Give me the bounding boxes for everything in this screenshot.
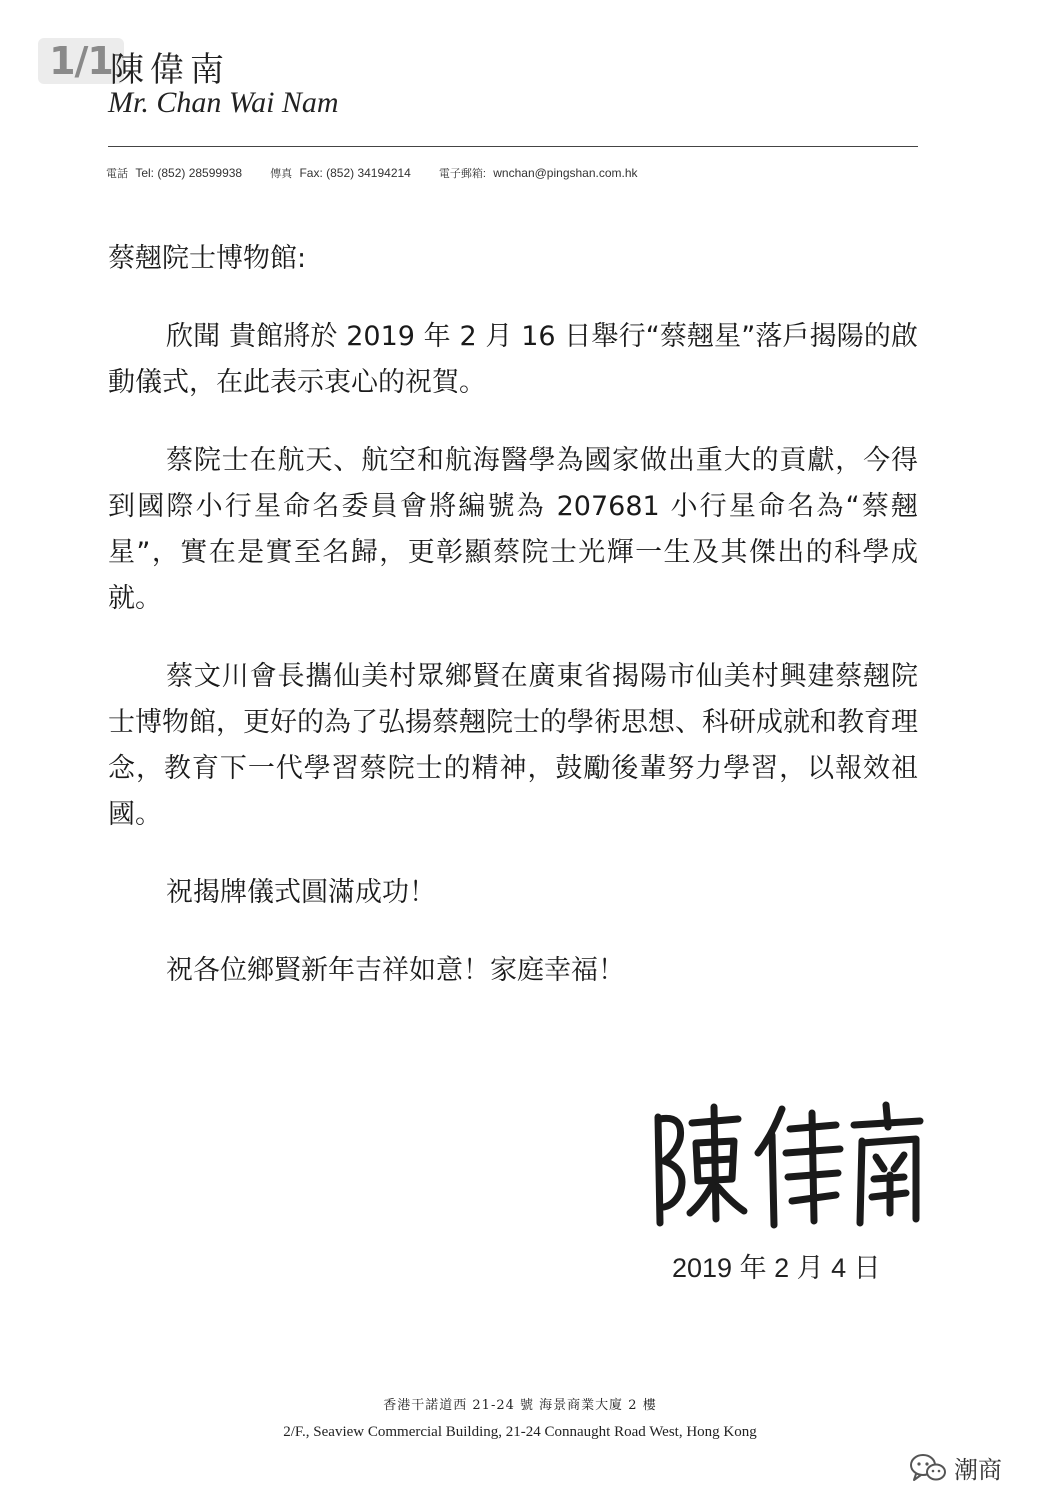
paragraph-1: 欣聞 貴館將於 2019 年 2 月 16 日舉行“蔡翹星”落戶揭陽的啟動儀式，在此表示衷心的祝賀。 xyxy=(108,321,918,398)
contact-email xyxy=(439,165,638,181)
paragraph-3: 蔡文川會長攜仙美村眾鄉賢在廣東省揭陽市仙美村興建蔡翹院士博物館，更好的為了弘揚蔡翹院士的學術思想、科研成就和教育理念，教育下一代學習蔡院士的精神，鼓勵後輩努力學習，以報效祖國。 xyxy=(108,661,918,830)
letterhead-name-en: Mr. Chan Wai Nam xyxy=(108,86,339,119)
contact-email-label: 電子郵箱: xyxy=(438,168,486,180)
contact-fax-value: Fax: (852) 34194214 xyxy=(299,166,411,180)
page-indicator: 1/1 xyxy=(38,38,124,84)
letterhead-name-cn: 陳偉南 xyxy=(110,50,230,90)
letterhead-divider xyxy=(108,146,918,147)
contact-phone xyxy=(106,165,242,181)
wechat-icon xyxy=(908,1452,948,1484)
contact-line xyxy=(106,165,926,181)
wish-new-year: 祝各位鄉賢新年吉祥如意！家庭幸福！ xyxy=(166,955,625,986)
letter-date: 2019 年 2 月 4 日 xyxy=(672,1253,881,1283)
contact-phone-value: Tel: (852) 28599938 xyxy=(135,166,243,180)
letter-body xyxy=(108,236,918,1026)
salutation: 蔡翹院士博物館: xyxy=(108,243,307,274)
contact-fax xyxy=(270,165,411,181)
handwritten-signature xyxy=(640,1095,930,1235)
contact-fax-label: 傳真 xyxy=(270,168,293,180)
wish-ceremony: 祝揭牌儀式圓滿成功！ xyxy=(166,877,436,908)
watermark-text: 潮商 xyxy=(954,1456,1002,1484)
paragraph-2: 蔡院士在航天、航空和航海醫學為國家做出重大的貢獻，今得到國際小行星命名委員會將編號為 207681 小行星命名為“蔡翹星”，實在是實至名歸，更彰顯蔡院士光輝一生及其傑出的科學成就。 xyxy=(108,445,918,614)
contact-email-value: wnchan@pingshan.com.hk xyxy=(493,166,638,180)
footer-address-en: 2/F., Seaview Commercial Building, 21-24 Connaught Road West, Hong Kong xyxy=(283,1424,757,1440)
footer-address-cn: 香港干諾道西 21-24 號 海景商業大廈 2 樓 xyxy=(383,1398,657,1413)
watermark xyxy=(908,1450,1002,1485)
contact-phone-label: 電話 xyxy=(106,168,128,180)
